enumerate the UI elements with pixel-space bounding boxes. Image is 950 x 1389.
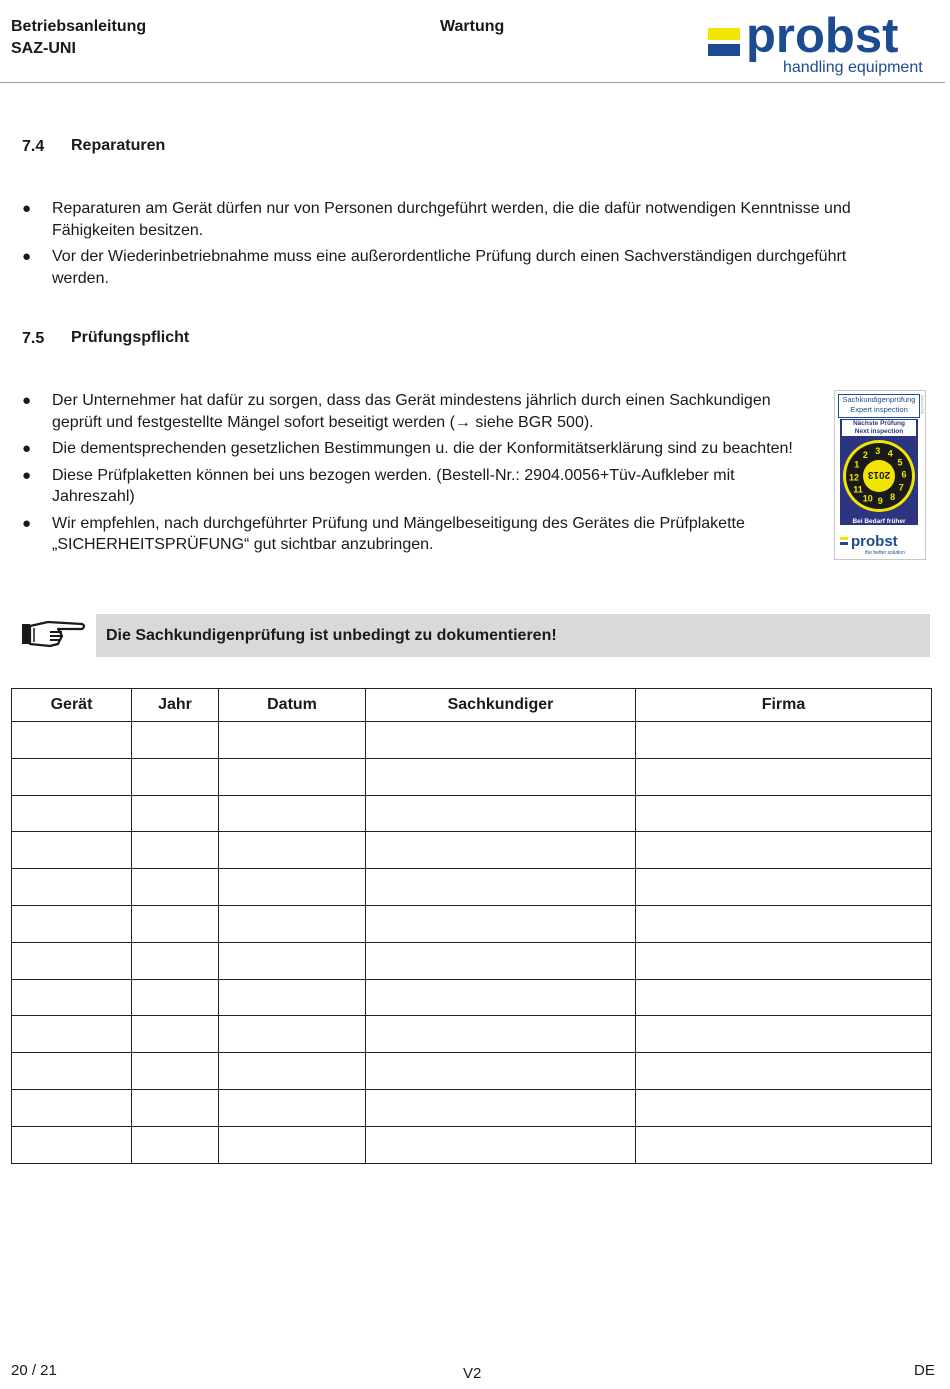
sticker-earlier-de: Bei Bedarf früher — [852, 518, 906, 525]
table-cell[interactable] — [12, 795, 132, 832]
table-cell[interactable] — [636, 979, 932, 1016]
table-cell[interactable] — [636, 1126, 932, 1163]
version: V2 — [463, 1365, 482, 1382]
sticker-brand: probst — [851, 533, 898, 550]
table-cell[interactable] — [219, 1089, 366, 1126]
table-cell[interactable] — [366, 905, 636, 942]
table-cell[interactable] — [12, 942, 132, 979]
table-header-row — [12, 689, 932, 722]
list-item: ● Der Unternehmer hat dafür zu sorgen, dass das Gerät mindestens jährlich durch einen Sachkundigen geprüft und festgestellte Mängel sofort beseitigt werden (→ siehe BGR 500). — [22, 392, 771, 431]
sticker-next-box — [842, 420, 916, 436]
page-number: 20 / 21 — [11, 1362, 57, 1379]
bullet-icon: ● — [22, 440, 32, 457]
table-cell[interactable] — [12, 979, 132, 1016]
column-header-firma: Firma — [636, 689, 932, 722]
bullet-icon: ● — [22, 200, 32, 217]
table-cell[interactable] — [636, 758, 932, 795]
inspection-bullet-list — [22, 390, 802, 561]
list-item: ● Vor der Wiederinbetriebnahme muss eine außerordentliche Prüfung durch einen Sachverständigen durchgeführt werden. — [22, 248, 847, 287]
list-item: ● Reparaturen am Gerät dürfen nur von Personen durchgeführt werden, die die dafür notwendigen Kenntnisse und Fähigkeiten besitzen. — [22, 200, 851, 239]
table-cell[interactable] — [366, 1126, 636, 1163]
table-row — [12, 795, 932, 832]
table-cell[interactable] — [132, 1089, 219, 1126]
table-cell[interactable] — [636, 832, 932, 869]
table-cell[interactable] — [366, 942, 636, 979]
table-cell[interactable] — [366, 795, 636, 832]
seal-month-label: 1 — [854, 459, 860, 470]
table-row — [12, 905, 932, 942]
table-cell[interactable] — [132, 795, 219, 832]
table-cell[interactable] — [219, 722, 366, 759]
seal-month-label: 4 — [887, 448, 893, 459]
sticker-earlier-en: If required earlier — [852, 526, 906, 533]
table-cell[interactable] — [219, 1016, 366, 1053]
table-cell[interactable] — [132, 1053, 219, 1090]
sticker-title-box — [838, 394, 920, 418]
column-header-sachkundiger: Sachkundiger — [366, 689, 636, 722]
table-cell[interactable] — [12, 832, 132, 869]
column-header-geraet: Gerät — [12, 689, 132, 722]
table-cell[interactable] — [132, 979, 219, 1016]
sticker-earlier — [840, 518, 918, 534]
table-cell[interactable] — [132, 869, 219, 906]
table-row — [12, 832, 932, 869]
inspection-seal-icon — [842, 439, 916, 513]
inspection-log-table — [11, 688, 932, 1164]
sticker-title-de: Sachkundigenprüfung — [842, 395, 916, 404]
table-cell[interactable] — [12, 869, 132, 906]
list-item: ● Die dementsprechenden gesetzlichen Bestimmungen u. die der Konformitätserklärung sind zu beachten! — [22, 438, 802, 460]
table-cell[interactable] — [12, 1016, 132, 1053]
section-title: Reparaturen — [71, 137, 166, 154]
doc-type: Betriebsanleitung — [11, 18, 147, 35]
table-cell[interactable] — [12, 905, 132, 942]
seal-month-label: 11 — [853, 484, 863, 495]
logo-yellow-bar — [708, 28, 740, 40]
table-cell[interactable] — [366, 1089, 636, 1126]
list-item: ● Wir empfehlen, nach durchgeführter Prüfung und Mängelbeseitigung des Gerätes die Prüfplakette „SICHERHEITSPRÜFUNG“ gut sichtbar anzubringen. — [22, 514, 745, 553]
column-header-jahr: Jahr — [132, 689, 219, 722]
table-cell[interactable] — [219, 1053, 366, 1090]
inspection-sticker — [834, 390, 926, 560]
table-cell[interactable] — [636, 1053, 932, 1090]
table-cell[interactable] — [219, 869, 366, 906]
table-cell[interactable] — [636, 722, 932, 759]
seal-month-label: 3 — [875, 446, 881, 456]
probst-logo — [706, 9, 938, 78]
table-row — [12, 758, 932, 795]
table-row — [12, 722, 932, 759]
table-cell[interactable] — [219, 758, 366, 795]
seal-month-label: 9 — [877, 496, 883, 506]
table-cell[interactable] — [132, 942, 219, 979]
repair-bullet-list — [22, 198, 894, 294]
table-cell[interactable] — [219, 1126, 366, 1163]
table-cell[interactable] — [12, 1089, 132, 1126]
header-divider — [0, 82, 945, 83]
table-cell[interactable] — [132, 722, 219, 759]
bullet-icon: ● — [22, 514, 32, 532]
seal-month-label: 10 — [862, 493, 873, 504]
logo-wordmark: probst — [746, 9, 899, 63]
table-row — [12, 1053, 932, 1090]
sticker-logo-blue — [840, 542, 848, 545]
sticker-logo-yellow — [840, 537, 848, 540]
section-title: Prüfungspflicht — [71, 329, 190, 346]
table-row — [12, 869, 932, 906]
sticker-title-en: Expert inspection — [850, 405, 908, 414]
seal-month-label: 2 — [862, 450, 868, 460]
pointing-hand-icon — [20, 614, 88, 654]
table-body — [12, 722, 932, 1164]
column-header-datum: Datum — [219, 689, 366, 722]
documentation-note: Die Sachkundigenprüfung ist unbedingt zu dokumentieren! — [96, 614, 930, 657]
table-cell[interactable] — [636, 942, 932, 979]
table-row — [12, 942, 932, 979]
model-name: SAZ-UNI — [11, 40, 76, 57]
table-cell[interactable] — [366, 1016, 636, 1053]
table-cell[interactable] — [132, 905, 219, 942]
table-cell[interactable] — [219, 905, 366, 942]
table-cell[interactable] — [132, 758, 219, 795]
table-row — [12, 1016, 932, 1053]
table-row — [12, 979, 932, 1016]
logo-tagline: handling equipment — [783, 59, 923, 76]
table-cell[interactable] — [636, 795, 932, 832]
table-cell[interactable] — [132, 832, 219, 869]
section-number: 7.5 — [22, 330, 45, 347]
table-cell[interactable] — [366, 979, 636, 1016]
table-cell[interactable] — [12, 758, 132, 795]
sticker-next-en: Next inspection — [854, 428, 904, 435]
table-cell[interactable] — [132, 1016, 219, 1053]
table-cell[interactable] — [636, 1089, 932, 1126]
bullet-icon: ● — [22, 248, 32, 265]
bullet-icon: ● — [22, 466, 32, 484]
table-row — [12, 1089, 932, 1126]
language-code: DE — [914, 1362, 935, 1379]
table-cell[interactable] — [366, 1053, 636, 1090]
table-cell[interactable] — [12, 1053, 132, 1090]
seal-year: 2013 — [867, 469, 891, 480]
sticker-side-code: 2904.0056 — [920, 395, 925, 414]
seal-month-label: 12 — [848, 472, 860, 483]
table-row — [12, 1126, 932, 1163]
table-cell[interactable] — [12, 722, 132, 759]
seal-month-label: 8 — [890, 492, 896, 502]
table-cell[interactable] — [219, 795, 366, 832]
table-cell[interactable] — [219, 832, 366, 869]
table-cell[interactable] — [636, 905, 932, 942]
table-cell[interactable] — [12, 1126, 132, 1163]
table-cell[interactable] — [366, 758, 636, 795]
table-cell[interactable] — [366, 832, 636, 869]
seal-month-label: 6 — [901, 469, 907, 480]
table-cell[interactable] — [219, 942, 366, 979]
table-cell[interactable] — [366, 869, 636, 906]
seal-month-label: 7 — [898, 482, 904, 493]
table-cell[interactable] — [366, 722, 636, 759]
logo-blue-bar — [708, 44, 740, 56]
section-number: 7.4 — [22, 138, 45, 155]
sticker-body — [840, 419, 918, 525]
sticker-brand-tag: the better solution — [865, 550, 905, 556]
table-cell[interactable] — [636, 1016, 932, 1053]
table-cell[interactable] — [132, 1126, 219, 1163]
table-cell[interactable] — [636, 869, 932, 906]
bullet-icon: ● — [22, 392, 32, 409]
chapter-title: Wartung — [440, 18, 505, 35]
sticker-next-de: Nächste Prüfung — [852, 420, 905, 427]
seal-month-label: 5 — [897, 457, 903, 468]
table-cell[interactable] — [219, 979, 366, 1016]
list-item: ● Diese Prüfplaketten können bei uns bezogen werden. (Bestell-Nr.: 2904.0056+Tüv-Aufkleber mit Jahreszahl) — [22, 466, 735, 505]
